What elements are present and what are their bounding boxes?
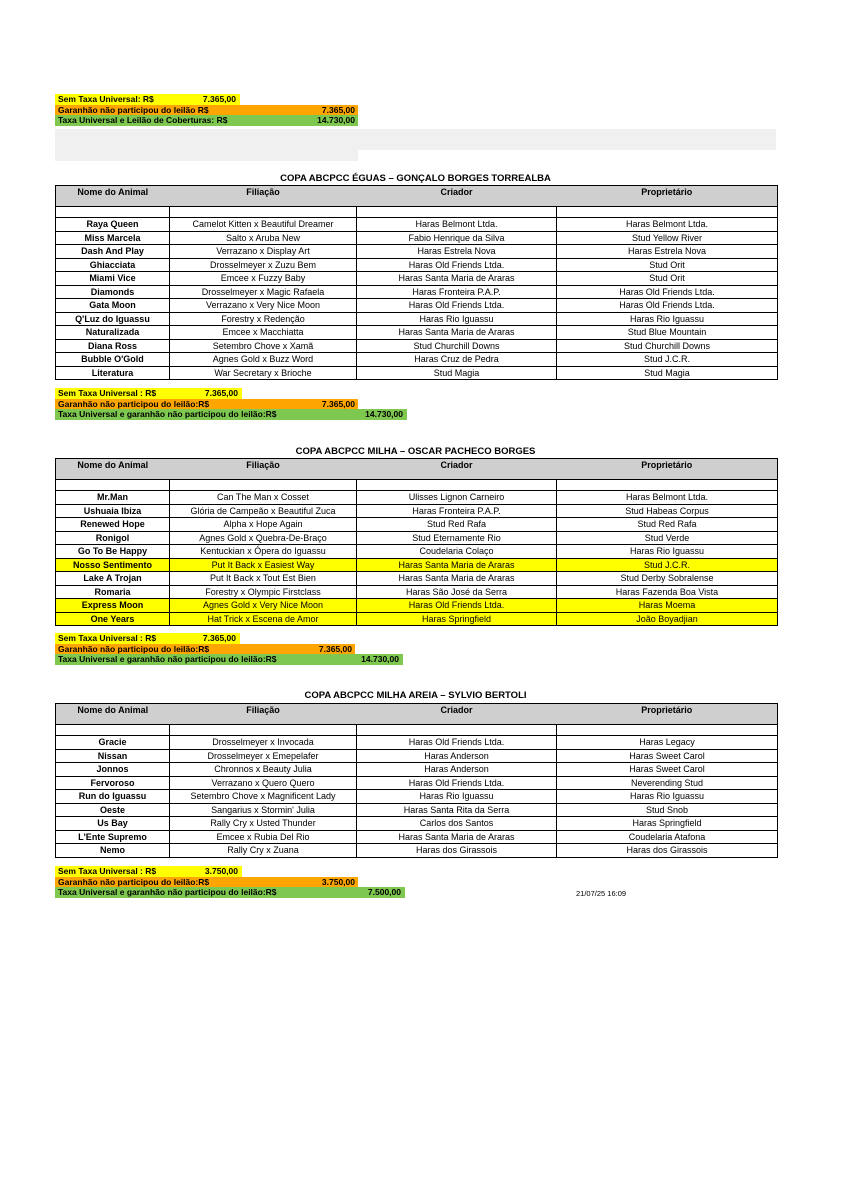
cell-criador: Haras Santa Maria de Araras (357, 830, 557, 844)
cell-nome-animal: Gata Moon (56, 299, 170, 313)
cell-proprietario: Haras Belmont Ltda. (557, 218, 778, 232)
cell-proprietario: Haras Sweet Carol (557, 763, 778, 777)
summary-eguas (55, 388, 407, 420)
cell-nome-animal: Dash And Play (56, 245, 170, 259)
spacer-cell (557, 725, 778, 736)
table-eguas (55, 185, 778, 380)
summary-milha (55, 633, 403, 665)
cell-filiacao: Forestry x Olympic Firstclass (170, 585, 357, 599)
top-summary (55, 94, 358, 126)
cell-filiacao: Forestry x Redenção (170, 312, 357, 326)
taxa-universal-line (55, 654, 403, 665)
blank-block-wide (55, 129, 776, 150)
table-row (56, 491, 778, 505)
sem-taxa-value: 7.365,00 (204, 388, 238, 398)
table-row (56, 830, 778, 844)
cell-proprietario: Stud Orit (557, 258, 778, 272)
spacer-cell (557, 480, 778, 491)
table-milha (55, 458, 778, 626)
cell-proprietario: Stud Derby Sobralense (557, 572, 778, 586)
cell-proprietario: Haras Old Friends Ltda. (557, 285, 778, 299)
cell-filiacao: Drosselmeyer x Magic Rafaela (170, 285, 357, 299)
blank-block-narrow (55, 150, 358, 161)
section-title-milha-areia: COPA ABCPCC MILHA AREIA – SYLVIO BERTOLI (304, 690, 527, 701)
cell-proprietario: Neverending Stud (557, 776, 778, 790)
cell-criador: Haras Anderson (357, 763, 557, 777)
cell-proprietario: Stud J.C.R. (557, 558, 778, 572)
cell-criador: Haras Cruz de Pedra (357, 353, 557, 367)
cell-proprietario: Stud Red Rafa (557, 518, 778, 532)
cell-nome-animal: Nemo (56, 844, 170, 858)
spacer-cell (357, 207, 557, 218)
cell-filiacao: Hat Trick x Escena de Amor (170, 612, 357, 626)
sem-taxa-label: Sem Taxa Universal : R$ (58, 633, 157, 643)
cell-filiacao: Agnes Gold x Very Nice Moon (170, 599, 357, 613)
table-row (56, 776, 778, 790)
cell-proprietario: Stud Verde (557, 531, 778, 545)
cell-nome-animal: Lake A Trojan (56, 572, 170, 586)
cell-criador: Haras Old Friends Ltda. (357, 599, 557, 613)
cell-criador: Haras Springfield (357, 612, 557, 626)
table-row (56, 272, 778, 286)
spacer-cell (56, 725, 170, 736)
table-row (56, 763, 778, 777)
table-row (56, 572, 778, 586)
sem-taxa-line (55, 94, 240, 105)
table-header-row (56, 186, 778, 207)
garanhao-line (55, 644, 355, 655)
table-row (56, 545, 778, 559)
spacer-cell (557, 207, 778, 218)
table-row (56, 585, 778, 599)
garanhao-value: 7.365,00 (321, 398, 355, 409)
cell-proprietario: João Boyadjian (557, 612, 778, 626)
cell-filiacao: Drosselmeyer x Emepelafer (170, 749, 357, 763)
cell-proprietario: Haras Rio Iguassu (557, 545, 778, 559)
cell-proprietario: Haras Rio Iguassu (557, 790, 778, 804)
table-row (56, 218, 778, 232)
table-row (56, 258, 778, 272)
table-row (56, 817, 778, 831)
cell-nome-animal: Gracie (56, 736, 170, 750)
table-row (56, 231, 778, 245)
cell-filiacao: Glória de Campeão x Beautiful Zuca (170, 504, 357, 518)
cell-filiacao: Sangarius x Stormin' Julia (170, 803, 357, 817)
table-body-milha-areia (56, 725, 778, 858)
taxa-universal-label: Taxa Universal e garanhão não participou do leilão:R$ (58, 887, 277, 897)
cell-proprietario: Coudelaria Atafona (557, 830, 778, 844)
cell-criador: Fabio Henrique da Silva (357, 231, 557, 245)
garanhao-label: Garanhão não participou do leilão:R$ (58, 643, 210, 654)
header-spacer-row (56, 725, 778, 736)
cell-criador: Ulisses Lignon Carneiro (357, 491, 557, 505)
summary-milha-areia (55, 866, 405, 898)
table-row (56, 803, 778, 817)
spacer-cell (357, 725, 557, 736)
section-title-eguas: COPA ABCPCC ÉGUAS – GONÇALO BORGES TORREALBA (280, 173, 551, 184)
garanhao-value: 7.365,00 (321, 104, 355, 115)
cell-criador: Haras Rio Iguassu (357, 790, 557, 804)
spacer-cell (56, 480, 170, 491)
col-nome-animal: Nome do Animal (56, 459, 170, 480)
sem-taxa-label: Sem Taxa Universal : R$ (58, 866, 157, 876)
cell-proprietario: Haras Old Friends Ltda. (557, 299, 778, 313)
taxa-universal-line (55, 409, 407, 420)
cell-nome-animal: Express Moon (56, 599, 170, 613)
cell-nome-animal: Ronigol (56, 531, 170, 545)
col-nome-animal: Nome do Animal (56, 186, 170, 207)
cell-filiacao: Setembro Chove x Xamã (170, 339, 357, 353)
cell-filiacao: Kentuckian x Ópera do Iguassu (170, 545, 357, 559)
header-spacer-row (56, 207, 778, 218)
table-row (56, 353, 778, 367)
cell-criador: Haras Anderson (357, 749, 557, 763)
cell-filiacao: Emcee x Rubia Del Rio (170, 830, 357, 844)
cell-proprietario: Stud J.C.R. (557, 353, 778, 367)
col-criador: Criador (357, 186, 557, 207)
garanhao-label: Garanhão não participou do leilão:R$ (58, 876, 210, 887)
col-proprietario: Proprietário (557, 704, 778, 725)
garanhao-line (55, 877, 358, 888)
cell-nome-animal: Fervoroso (56, 776, 170, 790)
cell-filiacao: Verrazano x Display Art (170, 245, 357, 259)
taxa-universal-label: Taxa Universal e Leilão de Coberturas: R$ (58, 115, 228, 125)
cell-criador: Stud Red Rafa (357, 518, 557, 532)
table-row (56, 736, 778, 750)
cell-criador: Haras Fronteira P.A.P. (357, 285, 557, 299)
table-body-eguas (56, 207, 778, 380)
cell-nome-animal: Nissan (56, 749, 170, 763)
cell-nome-animal: Miss Marcela (56, 231, 170, 245)
cell-nome-animal: Literatura (56, 366, 170, 380)
col-nome-animal: Nome do Animal (56, 704, 170, 725)
cell-criador: Stud Churchill Downs (357, 339, 557, 353)
taxa-universal-label: Taxa Universal e garanhão não participou do leilão:R$ (58, 654, 277, 664)
cell-criador: Haras Santa Maria de Araras (357, 326, 557, 340)
taxa-universal-line (55, 115, 358, 126)
cell-filiacao: Chronnos x Beauty Julia (170, 763, 357, 777)
table-row (56, 326, 778, 340)
cell-nome-animal: Jonnos (56, 763, 170, 777)
col-proprietario: Proprietário (557, 186, 778, 207)
cell-nome-animal: L'Ente Supremo (56, 830, 170, 844)
col-proprietario: Proprietário (557, 459, 778, 480)
cell-nome-animal: Nosso Sentimento (56, 558, 170, 572)
table-row (56, 558, 778, 572)
cell-filiacao: Put It Back x Easiest Way (170, 558, 357, 572)
garanhao-label: Garanhão não participou do leilão R$ (58, 104, 209, 115)
cell-nome-animal: Naturalizada (56, 326, 170, 340)
cell-criador: Haras Santa Maria de Araras (357, 272, 557, 286)
cell-nome-animal: Bubble O'Gold (56, 353, 170, 367)
sem-taxa-value: 7.365,00 (202, 94, 236, 104)
col-filiacao: Filiação (170, 459, 357, 480)
cell-filiacao: Setembro Chove x Magnificent Lady (170, 790, 357, 804)
table-row (56, 339, 778, 353)
sem-taxa-label: Sem Taxa Universal : R$ (58, 388, 157, 398)
cell-nome-animal: Diana Ross (56, 339, 170, 353)
taxa-universal-label: Taxa Universal e garanhão não participou do leilão:R$ (58, 409, 277, 419)
cell-nome-animal: Ushuaia Ibiza (56, 504, 170, 518)
cell-filiacao: Rally Cry x Zuana (170, 844, 357, 858)
table-header-row (56, 704, 778, 725)
cell-filiacao: Drosselmeyer x Invocada (170, 736, 357, 750)
cell-nome-animal: Diamonds (56, 285, 170, 299)
taxa-universal-line (55, 887, 405, 898)
cell-filiacao: Salto x Aruba New (170, 231, 357, 245)
cell-criador: Haras Old Friends Ltda. (357, 736, 557, 750)
cell-nome-animal: Go To Be Happy (56, 545, 170, 559)
sem-taxa-line (55, 866, 242, 877)
table-row (56, 844, 778, 858)
table-row (56, 366, 778, 380)
table-header-row (56, 459, 778, 480)
sem-taxa-value: 7.365,00 (202, 633, 236, 643)
cell-criador: Haras Old Friends Ltda. (357, 258, 557, 272)
cell-filiacao: War Secretary x Brioche (170, 366, 357, 380)
cell-proprietario: Stud Yellow River (557, 231, 778, 245)
sem-taxa-label: Sem Taxa Universal: R$ (58, 94, 154, 104)
taxa-universal-value: 14.730,00 (317, 115, 355, 125)
cell-filiacao: Rally Cry x Usted Thunder (170, 817, 357, 831)
cell-nome-animal: Ghiacciata (56, 258, 170, 272)
cell-criador: Haras Old Friends Ltda. (357, 776, 557, 790)
table-row (56, 285, 778, 299)
table-row (56, 749, 778, 763)
cell-filiacao: Emcee x Fuzzy Baby (170, 272, 357, 286)
cell-criador: Coudelaria Colaço (357, 545, 557, 559)
cell-criador: Carlos dos Santos (357, 817, 557, 831)
cell-filiacao: Can The Man x Cosset (170, 491, 357, 505)
cell-proprietario: Haras Springfield (557, 817, 778, 831)
cell-proprietario: Haras Estrela Nova (557, 245, 778, 259)
cell-nome-animal: Raya Queen (56, 218, 170, 232)
cell-nome-animal: Mr.Man (56, 491, 170, 505)
table-row (56, 299, 778, 313)
table-row (56, 312, 778, 326)
sem-taxa-value: 3.750,00 (204, 866, 238, 876)
garanhao-line (55, 105, 358, 116)
garanhao-line (55, 399, 358, 410)
table-row (56, 531, 778, 545)
cell-filiacao: Emcee x Macchiatta (170, 326, 357, 340)
cell-proprietario: Stud Magia (557, 366, 778, 380)
taxa-universal-value: 14.730,00 (365, 409, 403, 419)
col-criador: Criador (357, 459, 557, 480)
sem-taxa-line (55, 388, 242, 399)
cell-criador: Stud Magia (357, 366, 557, 380)
cell-nome-animal: Run do Iguassu (56, 790, 170, 804)
cell-proprietario: Stud Blue Mountain (557, 326, 778, 340)
taxa-universal-value: 7.500,00 (367, 887, 401, 897)
table-row (56, 790, 778, 804)
cell-nome-animal: Oeste (56, 803, 170, 817)
cell-proprietario: Haras Fazenda Boa Vista (557, 585, 778, 599)
cell-criador: Stud Eternamente Rio (357, 531, 557, 545)
cell-proprietario: Haras Legacy (557, 736, 778, 750)
cell-criador: Haras Fronteira P.A.P. (357, 504, 557, 518)
cell-proprietario: Stud Churchill Downs (557, 339, 778, 353)
cell-proprietario: Stud Habeas Corpus (557, 504, 778, 518)
cell-filiacao: Put It Back x Tout Est Bien (170, 572, 357, 586)
spacer-cell (357, 480, 557, 491)
cell-proprietario: Haras dos Girassois (557, 844, 778, 858)
table-row (56, 245, 778, 259)
cell-proprietario: Haras Belmont Ltda. (557, 491, 778, 505)
spacer-cell (170, 207, 357, 218)
garanhao-value: 7.365,00 (318, 643, 352, 654)
cell-nome-animal: Miami Vice (56, 272, 170, 286)
cell-criador: Haras Santa Maria de Araras (357, 572, 557, 586)
section-title-milha: COPA ABCPCC MILHA – OSCAR PACHECO BORGES (295, 446, 536, 457)
table-milha-areia (55, 703, 778, 858)
header-spacer-row (56, 480, 778, 491)
cell-criador: Haras dos Girassois (357, 844, 557, 858)
cell-filiacao: Drosselmeyer x Zuzu Bem (170, 258, 357, 272)
cell-nome-animal: Renewed Hope (56, 518, 170, 532)
spacer-cell (170, 480, 357, 491)
cell-criador: Haras Santa Maria de Araras (357, 558, 557, 572)
cell-nome-animal: Romaria (56, 585, 170, 599)
table-row (56, 518, 778, 532)
cell-criador: Haras Rio Iguassu (357, 312, 557, 326)
cell-filiacao: Verrazano x Quero Quero (170, 776, 357, 790)
cell-filiacao: Agnes Gold x Quebra-De-Braço (170, 531, 357, 545)
col-filiacao: Filiação (170, 186, 357, 207)
spacer-cell (56, 207, 170, 218)
print-timestamp: 21/07/25 16:09 (576, 889, 627, 898)
spacer-cell (170, 725, 357, 736)
table-row (56, 599, 778, 613)
cell-nome-animal: Us Bay (56, 817, 170, 831)
table-row (56, 612, 778, 626)
cell-criador: Haras São José da Serra (357, 585, 557, 599)
garanhao-value: 3.750,00 (321, 876, 355, 887)
cell-criador: Haras Estrela Nova (357, 245, 557, 259)
cell-criador: Haras Belmont Ltda. (357, 218, 557, 232)
cell-filiacao: Agnes Gold x Buzz Word (170, 353, 357, 367)
cell-nome-animal: One Years (56, 612, 170, 626)
taxa-universal-value: 14.730,00 (361, 654, 399, 664)
cell-filiacao: Camelot Kitten x Beautiful Dreamer (170, 218, 357, 232)
cell-proprietario: Haras Moema (557, 599, 778, 613)
cell-proprietario: Haras Rio Iguassu (557, 312, 778, 326)
cell-criador: Haras Santa Rita da Serra (357, 803, 557, 817)
sem-taxa-line (55, 633, 240, 644)
cell-proprietario: Stud Snob (557, 803, 778, 817)
cell-proprietario: Stud Orit (557, 272, 778, 286)
cell-criador: Haras Old Friends Ltda. (357, 299, 557, 313)
cell-filiacao: Alpha x Hope Again (170, 518, 357, 532)
col-filiacao: Filiação (170, 704, 357, 725)
cell-filiacao: Verrazano x Very Nice Moon (170, 299, 357, 313)
cell-nome-animal: Q'Luz do Iguassu (56, 312, 170, 326)
col-criador: Criador (357, 704, 557, 725)
garanhao-label: Garanhão não participou do leilão:R$ (58, 398, 210, 409)
table-body-milha (56, 480, 778, 626)
table-row (56, 504, 778, 518)
cell-proprietario: Haras Sweet Carol (557, 749, 778, 763)
